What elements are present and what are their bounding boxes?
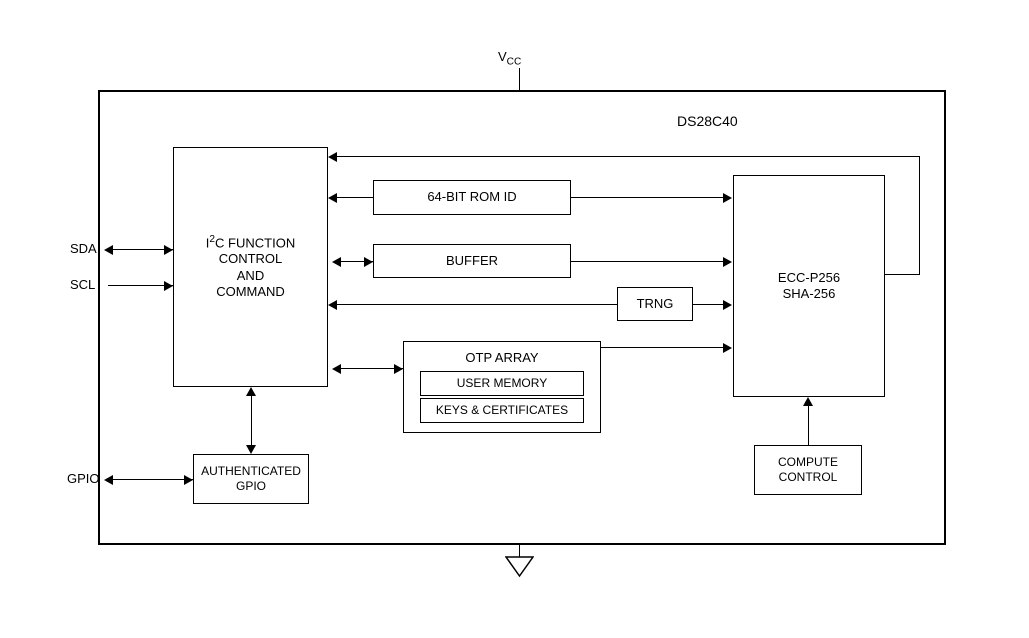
- sda-arrow-right: [164, 245, 173, 255]
- trng-left-arrow: [328, 300, 337, 310]
- feedback-bus-horizontal: [337, 156, 920, 157]
- rom-id-left-wire: [337, 197, 373, 198]
- compute-control-arrow: [803, 397, 813, 406]
- compute-control-line1: COMPUTE: [778, 455, 838, 469]
- buffer-right-wire: [571, 261, 724, 262]
- feedback-bus-arrow: [328, 152, 337, 162]
- i2c-block-line3: AND: [236, 267, 265, 283]
- trng-right-arrow: [723, 300, 732, 310]
- i2c-block-line2: CONTROL: [218, 251, 283, 267]
- otp-user-memory-block: USER MEMORY: [420, 371, 584, 396]
- pin-label-scl: SCL: [70, 277, 96, 292]
- otp-left-arrow-r: [394, 364, 403, 374]
- gpio-arrow-right: [184, 475, 193, 485]
- otp-left-arrow-l: [332, 364, 341, 374]
- buffer-block: BUFFER: [373, 244, 571, 278]
- authenticated-gpio-block: [193, 454, 309, 504]
- otp-keys-certificates-block: KEYS & CERTIFICATES: [420, 398, 584, 423]
- trng-left-wire: [337, 304, 617, 305]
- vcc-wire: [519, 68, 520, 91]
- compute-control-line2: CONTROL: [778, 470, 838, 484]
- otp-array-title: OTP ARRAY: [465, 350, 539, 365]
- i2c-function-block: [173, 147, 328, 387]
- feedback-bus-vertical-right: [919, 156, 920, 274]
- sda-arrow-left: [104, 245, 113, 255]
- i2c-line1-pre: I: [205, 235, 210, 251]
- trng-right-wire: [693, 304, 724, 305]
- i2c-block-line1: [206, 234, 295, 252]
- otp-right-wire: [601, 347, 724, 348]
- buffer-right-arrow: [723, 257, 732, 267]
- auth-gpio-wire: [251, 396, 252, 445]
- vcc-label: [498, 49, 521, 68]
- rom-id-right-wire: [571, 197, 724, 198]
- i2c-line1-post: C FUNCTION: [215, 235, 296, 251]
- vcc-label-sub: CC: [506, 56, 522, 68]
- feedback-bus-to-crypto: [885, 274, 920, 275]
- compute-control-block: [754, 445, 862, 495]
- compute-control-wire: [808, 406, 809, 445]
- crypto-engine-block: [733, 175, 885, 397]
- scl-arrow-right: [164, 281, 173, 291]
- i2c-block-line4: COMMAND: [216, 283, 285, 299]
- rom-id-right-arrow: [723, 193, 732, 203]
- otp-right-arrow: [723, 343, 732, 353]
- buffer-left-arrow-r: [364, 257, 373, 267]
- i2c-line1-sup: 2: [209, 233, 216, 245]
- rom-id-block: 64-BIT ROM ID: [373, 180, 571, 215]
- auth-gpio-line1: AUTHENTICATED: [201, 464, 301, 478]
- crypto-line1: ECC-P256: [777, 269, 841, 285]
- auth-gpio-arrow-up: [246, 387, 256, 396]
- rom-id-left-arrow: [328, 193, 337, 203]
- chip-title: DS28C40: [677, 113, 738, 129]
- vcc-label-text: V: [498, 49, 507, 64]
- ground-icon: [505, 556, 534, 578]
- gpio-arrow-left: [104, 475, 113, 485]
- gpio-wire: [113, 479, 193, 480]
- pin-label-sda: SDA: [70, 241, 97, 256]
- pin-label-gpio: GPIO: [67, 471, 100, 486]
- crypto-line2: SHA-256: [782, 286, 836, 301]
- auth-gpio-arrow-down: [246, 445, 256, 454]
- trng-block: TRNG: [617, 287, 693, 321]
- buffer-left-arrow-l: [332, 257, 341, 267]
- auth-gpio-line2: GPIO: [235, 479, 266, 493]
